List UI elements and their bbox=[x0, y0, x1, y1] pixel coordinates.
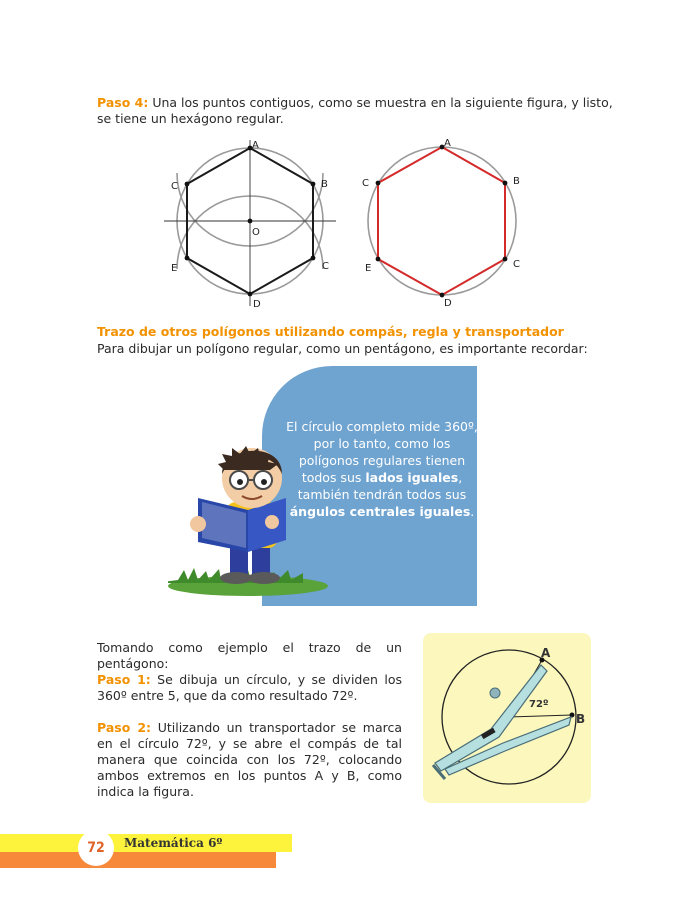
label-E: E bbox=[171, 263, 178, 274]
example-intro: Tomando como ejemplo el trazo de un pentágono: bbox=[97, 640, 402, 671]
label-B: B bbox=[321, 179, 328, 190]
label-C-right: C bbox=[322, 261, 329, 272]
hexagon-result-figure bbox=[362, 138, 520, 309]
compass-figure bbox=[423, 633, 591, 803]
compass-label-A: A bbox=[541, 646, 551, 660]
paso2-label: Paso 2: bbox=[97, 720, 152, 735]
hexagon-figures bbox=[160, 136, 540, 312]
section-intro: Para dibujar un polígono regular, como un pentágono, es importante recordar: bbox=[97, 341, 588, 356]
callout-line: polígonos regulares tienen bbox=[298, 453, 466, 468]
callout-text-part: , bbox=[458, 470, 463, 485]
paso1-text: Se dibuja un círculo, y se dividen los 360º entre 5, que da como resultado 72º. bbox=[97, 672, 402, 703]
compass-label-B: B bbox=[576, 712, 586, 726]
label-D: D bbox=[253, 299, 261, 310]
section-title: Trazo de otros polígonos utilizando compás, regla y transportador bbox=[97, 324, 564, 339]
paso2-paragraph bbox=[97, 720, 402, 800]
callout-text-part: . bbox=[470, 504, 475, 519]
label-A: A bbox=[252, 140, 259, 151]
compass-figure-box bbox=[423, 633, 591, 803]
paso4-text: Una los puntos contiguos, como se muestra en la siguiente figura, y listo, se tiene un hexágono regular. bbox=[97, 95, 613, 126]
paso4-label: Paso 4: bbox=[97, 95, 149, 110]
label-E: E bbox=[365, 263, 372, 274]
boy-reading-illustration bbox=[168, 430, 338, 600]
callout-bold: lados iguales bbox=[365, 470, 459, 485]
label-C-left: C bbox=[362, 178, 369, 189]
label-A: A bbox=[444, 138, 451, 149]
label-D: D bbox=[444, 298, 452, 309]
paso4-paragraph bbox=[97, 95, 617, 127]
label-C-right: C bbox=[513, 259, 520, 270]
callout-line: El círculo completo mide 360º, bbox=[286, 419, 478, 434]
label-B: B bbox=[513, 176, 520, 187]
callout-bold: ángulos centrales iguales bbox=[289, 504, 471, 519]
callout-line: también tendrán todos sus bbox=[297, 487, 467, 502]
paso1-paragraph bbox=[97, 672, 402, 704]
page-number: 72 bbox=[78, 830, 114, 866]
book-title: Matemática 6º bbox=[124, 836, 223, 850]
callout-text-part: todos sus bbox=[301, 470, 366, 485]
hexagon-construction-figure bbox=[164, 140, 336, 310]
label-O: O bbox=[252, 227, 260, 238]
footer-band-orange bbox=[0, 852, 276, 868]
angle-label: 72º bbox=[529, 699, 549, 710]
paso2-text: Utilizando un transportador se marca en el círculo 72º, y se abre el compás de tal manera que coincida con los 72º, colocando ambos extremos en los puntos A y B, como indica la figura. bbox=[97, 720, 403, 799]
callout-line: por lo tanto, como los bbox=[313, 436, 451, 451]
paso1-label: Paso 1: bbox=[97, 672, 151, 687]
label-C-left: C bbox=[171, 181, 178, 192]
